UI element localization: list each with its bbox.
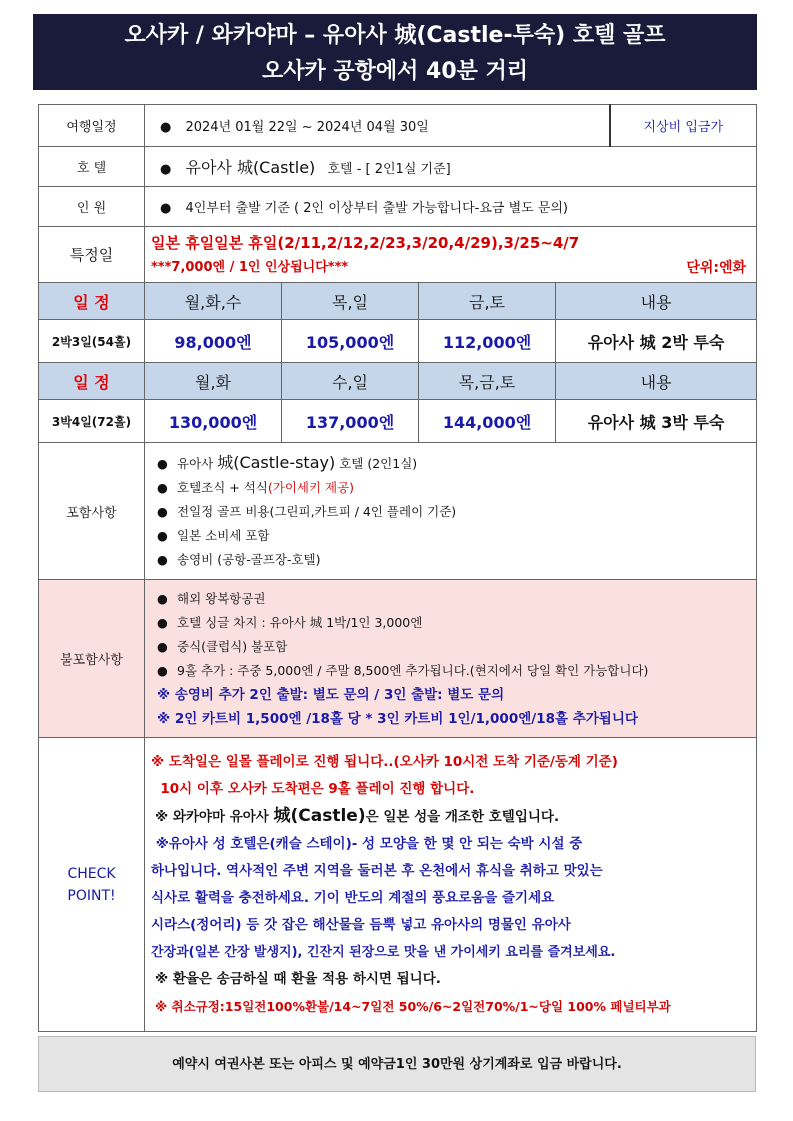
- included-item: ● 송영비 (공항-골프장-호텔): [145, 548, 756, 572]
- people-row: [39, 187, 757, 227]
- bullet-icon: ●: [157, 614, 168, 630]
- header-subtitle: 오사카 공항에서 40분 거리: [261, 59, 529, 84]
- cancellation-policy: ※ 취소규정:15일전100%환불/14~7일전 50%/6~2일전70%/1~당일 100% 페널티부과: [155, 999, 671, 1014]
- checkpoint-blue-line: 시라스(정어리) 등 갓 잡은 해산물을 듬뿍 넣고 유아사의 명물인 유아사: [151, 917, 571, 933]
- checkpoint-row: [39, 738, 757, 1032]
- schedule-label: 여행일정: [39, 105, 145, 147]
- price-cell: 130,000엔: [145, 400, 282, 443]
- surcharge-text: ***7,000엔 / 1인 인상됩니다***: [151, 259, 349, 275]
- price-cell: 137,000엔: [282, 400, 419, 443]
- price-row: [39, 400, 757, 443]
- header-title: 오사카 / 와카야마 – 유아사 城(Castle-투숙) 호텔 골프: [124, 23, 666, 48]
- included-row: [39, 443, 757, 580]
- excluded-label: 불포함사항: [39, 580, 145, 738]
- price-header-cell: 수,일: [282, 363, 419, 400]
- footer-notice: 예약시 여권사본 또는 아피스 및 예약금1인 30만원 상기계좌로 입금 바랍니다.: [38, 1036, 756, 1092]
- excluded-note: ※ 송영비 추가 2인 출발: 별도 문의 / 3인 출발: 별도 문의: [157, 686, 505, 703]
- price-row: [39, 320, 757, 363]
- included-label: 포함사항: [39, 443, 145, 580]
- price-header-cell: 내용: [556, 363, 757, 400]
- price-header-row: [39, 283, 757, 320]
- package-label: 2박3일(54홀): [39, 320, 145, 363]
- excluded-item: ● 호텔 싱글 차지 : 유아사 城 1박/1인 3,000엔: [145, 611, 756, 635]
- excluded-item: ● 해외 왕복항공권: [145, 587, 756, 611]
- price-header-cell: 내용: [556, 283, 757, 320]
- price-header-cell: 일 정: [39, 363, 145, 400]
- package-description: 유아사 城 2박 투숙: [556, 320, 757, 363]
- included-item: ● 전일정 골프 비용(그린피,카트피 / 4인 플레이 기준): [145, 500, 756, 524]
- included-item: ● 유아사 城(Castle-stay) 호텔 (2인1실): [145, 451, 756, 476]
- bullet-icon: ●: [157, 455, 168, 471]
- special-dates-text: 일본 휴일일본 휴일(2/11,2/12,2/23,3/20,4/29),3/25~4/7: [151, 233, 580, 252]
- checkpoint-blue-line: 간장과(일본 간장 발생지), 긴잔지 된장으로 맛을 낸 가이세키 요리를 즐겨보세요.: [151, 945, 616, 960]
- bullet-icon: ●: [157, 590, 168, 606]
- checkpoint-blue-line: 하나입니다. 역사적인 주변 지역을 둘러본 후 온천에서 휴식을 취하고 맛있는: [151, 863, 603, 879]
- price-header-cell: 월,화,수: [145, 283, 282, 320]
- currency-unit: 단위:엔화: [686, 259, 747, 276]
- excluded-note: ※ 2인 카트비 1,500엔 /18홀 당 * 3인 카트비 1인/1,000엔/18홀 추가됩니다: [157, 710, 638, 727]
- excluded-item: ● 중식(클럽식) 불포함: [145, 635, 756, 659]
- checkpoint-label: CHECK POINT!: [39, 738, 145, 1032]
- bullet-icon: ●: [157, 503, 168, 519]
- price-header-row: [39, 363, 757, 400]
- price-cell: 112,000엔: [419, 320, 556, 363]
- exchange-rate-note: ※ 환율은 송금하실 때 환율 적용 하시면 됩니다.: [155, 971, 441, 987]
- castle-line: ※ 와카야마 유아사 城(Castle)은 일본 성을 개조한 호텔입니다.: [155, 806, 560, 826]
- hotel-name: 유아사 城(Castle): [185, 158, 316, 177]
- included-item: ● 호텔조식 + 석식(가이세키 제공): [145, 476, 756, 500]
- excluded-row: [39, 580, 757, 738]
- page-header: [33, 14, 757, 90]
- hotel-label: 호 텔: [39, 147, 145, 187]
- bullet-icon: ●: [157, 527, 168, 543]
- price-header-cell: 목,금,토: [419, 363, 556, 400]
- price-header-cell: 일 정: [39, 283, 145, 320]
- checkpoint-red-line: ※ 도착일은 일몰 플레이로 진행 됩니다..(오사카 10시전 도착 기준/동계 기준): [151, 754, 618, 770]
- deposit-price-note: 지상비 입금가: [610, 105, 757, 147]
- price-cell: 98,000엔: [145, 320, 282, 363]
- checkpoint-red-line: 10시 이후 오사카 도착편은 9홀 플레이 진행 합니다.: [151, 781, 475, 797]
- bullet-icon: ●: [157, 479, 168, 495]
- bullet-icon: ●: [160, 162, 172, 177]
- special-dates-row: [39, 227, 757, 283]
- price-header-cell: 금,토: [419, 283, 556, 320]
- bullet-icon: ●: [157, 638, 168, 654]
- schedule-value: 2024년 01월 22일 ~ 2024년 04월 30일: [185, 120, 429, 135]
- tour-info-table: [38, 104, 757, 1032]
- package-description: 유아사 城 3박 투숙: [556, 400, 757, 443]
- people-label: 인 원: [39, 187, 145, 227]
- price-cell: 144,000엔: [419, 400, 556, 443]
- price-header-cell: 월,화: [145, 363, 282, 400]
- hotel-row: [39, 147, 757, 187]
- checkpoint-blue-line: ※유아사 성 호텔은(캐슬 스테이)- 성 모양을 한 몇 안 되는 숙박 시설 중: [151, 836, 583, 852]
- special-dates-label: 특정일: [39, 227, 145, 283]
- bullet-icon: ●: [160, 201, 172, 216]
- bullet-icon: ●: [160, 120, 172, 135]
- included-item: ● 일본 소비세 포함: [145, 524, 756, 548]
- bullet-icon: ●: [157, 551, 168, 567]
- bullet-icon: ●: [157, 662, 168, 678]
- excluded-item: ● 9홀 추가 : 주중 5,000엔 / 주말 8,500엔 추가됩니다.(현지에서 당일 확인 가능합니다): [145, 659, 756, 683]
- price-cell: 105,000엔: [282, 320, 419, 363]
- schedule-row: [39, 105, 757, 147]
- checkpoint-blue-line: 식사로 활력을 충전하세요. 기이 반도의 계절의 풍요로움을 즐기세요: [151, 890, 555, 906]
- price-header-cell: 목,일: [282, 283, 419, 320]
- package-label: 3박4일(72홀): [39, 400, 145, 443]
- hotel-room-basis: 호텔 - [ 2인1실 기준]: [327, 162, 451, 177]
- people-value: 4인부터 출발 기준 ( 2인 이상부터 출발 가능합니다-요금 별도 문의): [185, 201, 569, 216]
